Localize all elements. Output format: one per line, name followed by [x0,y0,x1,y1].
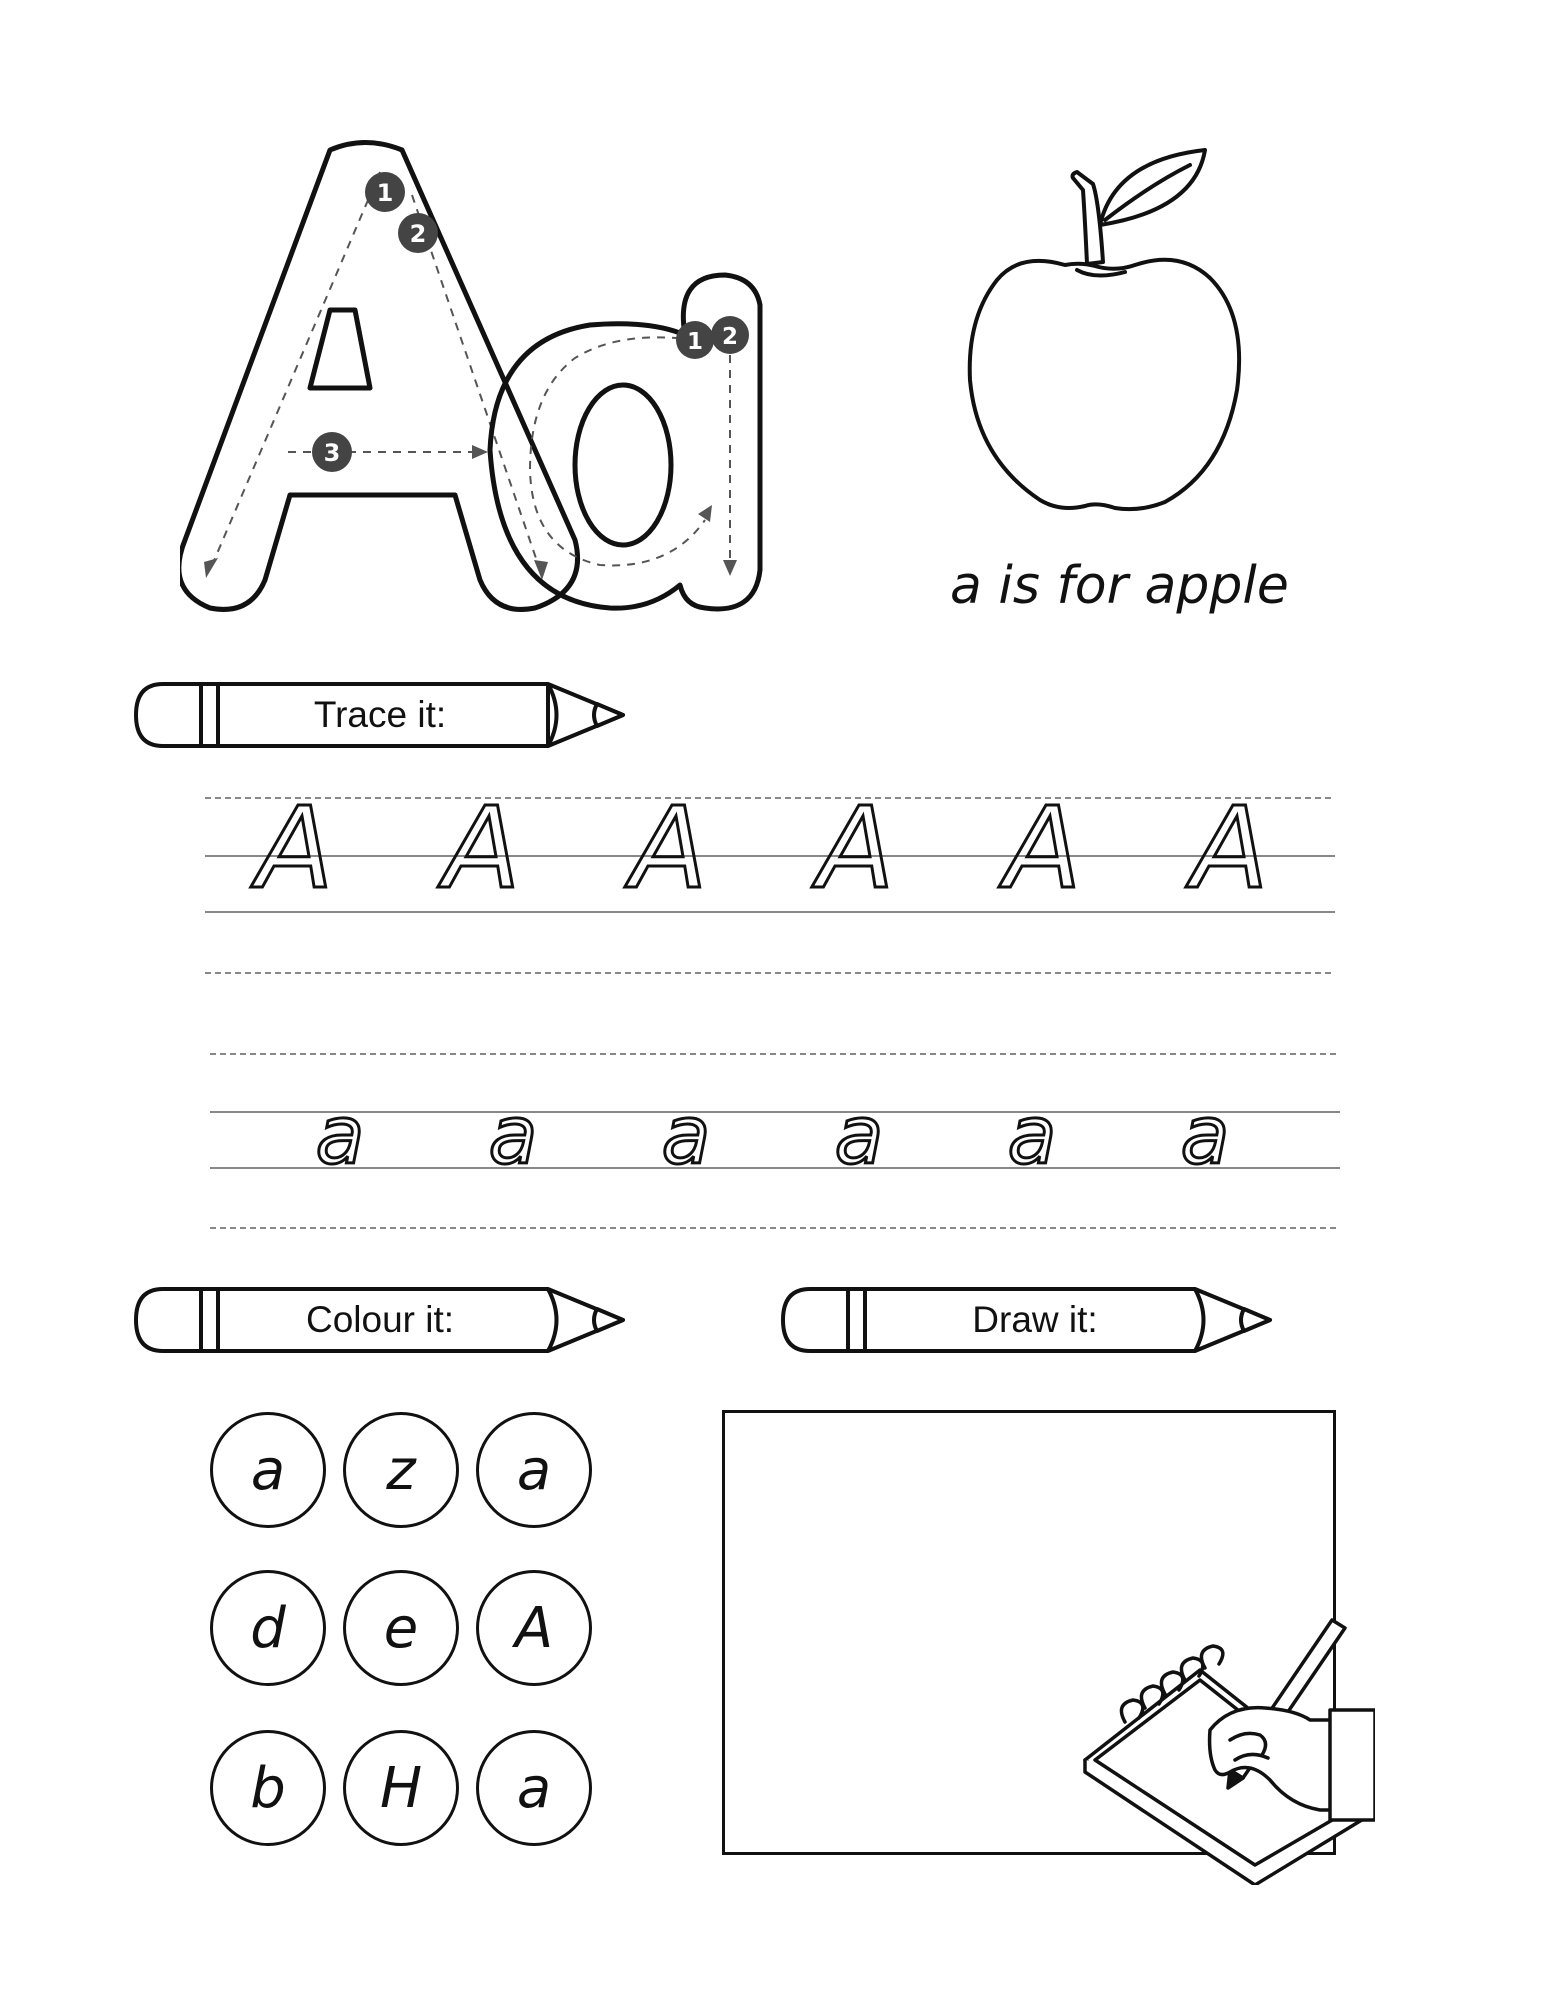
colour-circle[interactable]: a [210,1412,326,1528]
trace-letter[interactable]: a [661,1089,711,1182]
trace-letter[interactable]: a [315,1089,365,1182]
pencil-label-trace: Trace it: [313,694,447,735]
caption: a is for apple [950,556,1289,616]
uppercase-a-step-badges [312,172,438,472]
trace-letter[interactable]: A [256,784,334,914]
trace-letter[interactable]: a [834,1089,884,1182]
step-2: 2 [721,324,739,350]
step-2: 2 [409,220,427,248]
pencil-label-draw: Draw it: [972,1299,1098,1340]
pencil-label-colour: Colour it: [305,1299,455,1340]
step-1: 1 [376,179,394,207]
step-3: 3 [323,439,341,467]
colour-circle[interactable]: d [210,1570,326,1686]
colour-circle[interactable]: b [210,1730,326,1846]
big-letters [180,130,920,620]
colour-circle[interactable]: z [343,1412,459,1528]
colour-circle[interactable]: H [343,1730,459,1846]
notebook-writing-hand-icon [1080,1610,1375,1885]
trace-letter[interactable]: a [1180,1089,1230,1182]
colour-circle[interactable]: e [343,1570,459,1686]
colour-circle[interactable]: a [476,1730,592,1846]
step-1: 1 [686,329,704,355]
trace-letter[interactable]: a [1007,1089,1057,1182]
trace-letter[interactable]: A [1191,784,1269,914]
trace-letter[interactable]: A [630,784,708,914]
colour-circle[interactable]: A [476,1570,592,1686]
colour-circle[interactable]: a [476,1412,592,1528]
lowercase-a-step-badges [676,316,749,359]
uppercase-a-guides [210,172,540,570]
trace-letter[interactable]: A [817,784,895,914]
apple-icon [965,140,1265,525]
trace-letter[interactable]: A [443,784,521,914]
lowercase-a-guides [530,337,730,570]
trace-letter[interactable]: a [488,1089,538,1182]
trace-letter[interactable]: A [1004,784,1082,914]
uppercase-a-outline [180,143,578,610]
